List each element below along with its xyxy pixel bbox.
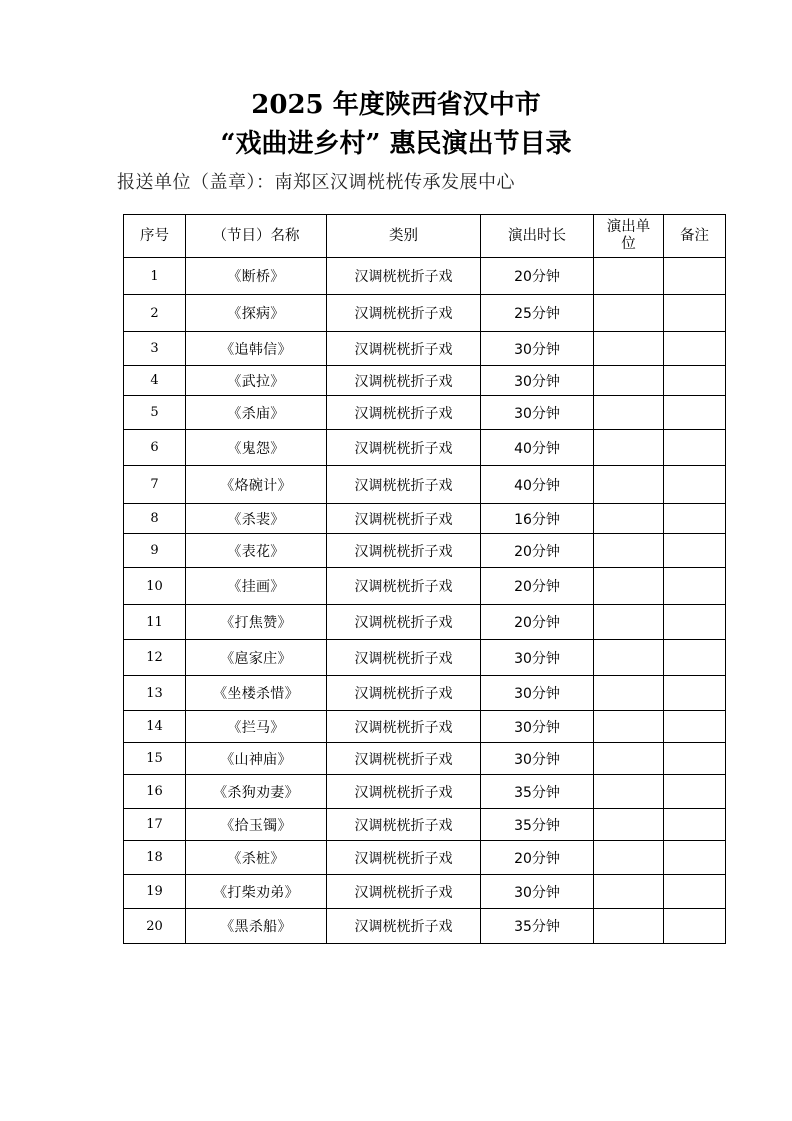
program-category: 汉调桄桄折子戏 — [327, 809, 481, 841]
program-duration: 35分钟 — [481, 909, 594, 944]
table-row — [124, 534, 726, 568]
program-duration: 30分钟 — [481, 743, 594, 775]
row-number: 2 — [124, 295, 186, 332]
program-name: 《杀狗劝妻》 — [186, 775, 327, 809]
program-name: 《山神庙》 — [186, 743, 327, 775]
document-title-line2: “戏曲进乡村” 惠民演出节目录 — [220, 129, 572, 159]
program-duration: 30分钟 — [481, 676, 594, 711]
program-name: 《杀庙》 — [186, 396, 327, 430]
program-category: 汉调桄桄折子戏 — [327, 258, 481, 295]
performing-unit — [594, 466, 664, 504]
row-number: 13 — [124, 676, 186, 711]
table-row — [124, 258, 726, 295]
row-number: 1 — [124, 258, 186, 295]
table-row — [124, 430, 726, 466]
remark — [664, 640, 726, 676]
performing-unit — [594, 430, 664, 466]
table-row — [124, 909, 726, 944]
remark — [664, 504, 726, 534]
row-number: 20 — [124, 909, 186, 944]
program-duration: 35分钟 — [481, 809, 594, 841]
program-duration: 20分钟 — [481, 568, 594, 605]
program-name: 《扈家庄》 — [186, 640, 327, 676]
table-row — [124, 295, 726, 332]
program-category: 汉调桄桄折子戏 — [327, 504, 481, 534]
row-number: 16 — [124, 775, 186, 809]
performing-unit — [594, 711, 664, 743]
table-row — [124, 332, 726, 366]
row-number: 19 — [124, 875, 186, 909]
program-duration: 40分钟 — [481, 430, 594, 466]
program-name: 《打柴劝弟》 — [186, 875, 327, 909]
program-duration: 30分钟 — [481, 711, 594, 743]
program-duration: 20分钟 — [481, 605, 594, 640]
column-header-category: 类别 — [327, 215, 481, 258]
table-row — [124, 504, 726, 534]
program-name: 《追韩信》 — [186, 332, 327, 366]
program-duration: 35分钟 — [481, 775, 594, 809]
document-title-line1: 2025 年度陕西省汉中市 — [251, 90, 541, 120]
program-category: 汉调桄桄折子戏 — [327, 640, 481, 676]
program-name: 《表花》 — [186, 534, 327, 568]
program-category: 汉调桄桄折子戏 — [327, 295, 481, 332]
program-name: 《打焦赞》 — [186, 605, 327, 640]
table-row — [124, 775, 726, 809]
performing-unit — [594, 504, 664, 534]
row-number: 11 — [124, 605, 186, 640]
remark — [664, 875, 726, 909]
program-name: 《黑杀船》 — [186, 909, 327, 944]
program-category: 汉调桄桄折子戏 — [327, 909, 481, 944]
performing-unit — [594, 775, 664, 809]
program-name: 《拦马》 — [186, 711, 327, 743]
table-row — [124, 605, 726, 640]
table-row — [124, 743, 726, 775]
performing-unit — [594, 743, 664, 775]
performing-unit — [594, 295, 664, 332]
program-name: 《武拉》 — [186, 366, 327, 396]
performing-unit — [594, 640, 664, 676]
program-name: 《烙碗计》 — [186, 466, 327, 504]
performing-unit — [594, 396, 664, 430]
program-category: 汉调桄桄折子戏 — [327, 676, 481, 711]
remark — [664, 430, 726, 466]
program-name: 《挂画》 — [186, 568, 327, 605]
program-duration: 20分钟 — [481, 841, 594, 875]
program-category: 汉调桄桄折子戏 — [327, 396, 481, 430]
remark — [664, 605, 726, 640]
performing-unit — [594, 809, 664, 841]
remark — [664, 568, 726, 605]
row-number: 14 — [124, 711, 186, 743]
performing-unit — [594, 534, 664, 568]
table-row — [124, 875, 726, 909]
program-category: 汉调桄桄折子戏 — [327, 743, 481, 775]
program-name: 《杀裴》 — [186, 504, 327, 534]
row-number: 15 — [124, 743, 186, 775]
program-category: 汉调桄桄折子戏 — [327, 875, 481, 909]
column-header-unit: 演出单位 — [594, 215, 664, 258]
table-row — [124, 711, 726, 743]
remark — [664, 775, 726, 809]
program-duration: 20分钟 — [481, 258, 594, 295]
program-category: 汉调桄桄折子戏 — [327, 775, 481, 809]
program-name: 《鬼怨》 — [186, 430, 327, 466]
remark — [664, 332, 726, 366]
remark — [664, 396, 726, 430]
table-row — [124, 676, 726, 711]
performing-unit — [594, 676, 664, 711]
remark — [664, 676, 726, 711]
row-number: 17 — [124, 809, 186, 841]
table-row — [124, 366, 726, 396]
performing-unit — [594, 841, 664, 875]
remark — [664, 466, 726, 504]
performing-unit — [594, 875, 664, 909]
row-number: 9 — [124, 534, 186, 568]
performing-unit — [594, 332, 664, 366]
program-name: 《断桥》 — [186, 258, 327, 295]
column-header-duration: 演出时长 — [481, 215, 594, 258]
program-category: 汉调桄桄折子戏 — [327, 332, 481, 366]
program-name: 《探病》 — [186, 295, 327, 332]
submitting-unit: 报送单位（盖章）：南郑区汉调桄桄传承发展中心 — [117, 172, 515, 193]
row-number: 6 — [124, 430, 186, 466]
table-row — [124, 568, 726, 605]
table-header-row — [124, 215, 726, 258]
program-category: 汉调桄桄折子戏 — [327, 605, 481, 640]
program-duration: 20分钟 — [481, 534, 594, 568]
table-row — [124, 841, 726, 875]
program-table — [123, 214, 726, 944]
remark — [664, 809, 726, 841]
program-category: 汉调桄桄折子戏 — [327, 366, 481, 396]
row-number: 7 — [124, 466, 186, 504]
row-number: 18 — [124, 841, 186, 875]
program-category: 汉调桄桄折子戏 — [327, 568, 481, 605]
remark — [664, 841, 726, 875]
program-duration: 30分钟 — [481, 396, 594, 430]
row-number: 8 — [124, 504, 186, 534]
program-duration: 40分钟 — [481, 466, 594, 504]
program-duration: 30分钟 — [481, 366, 594, 396]
remark — [664, 295, 726, 332]
column-header-no: 序号 — [124, 215, 186, 258]
program-duration: 30分钟 — [481, 640, 594, 676]
program-category: 汉调桄桄折子戏 — [327, 430, 481, 466]
row-number: 4 — [124, 366, 186, 396]
remark — [664, 534, 726, 568]
program-name: 《杀桩》 — [186, 841, 327, 875]
program-category: 汉调桄桄折子戏 — [327, 841, 481, 875]
remark — [664, 743, 726, 775]
program-duration: 16分钟 — [481, 504, 594, 534]
column-header-remark: 备注 — [664, 215, 726, 258]
row-number: 10 — [124, 568, 186, 605]
remark — [664, 258, 726, 295]
performing-unit — [594, 605, 664, 640]
performing-unit — [594, 568, 664, 605]
program-category: 汉调桄桄折子戏 — [327, 534, 481, 568]
table-row — [124, 396, 726, 430]
table-row — [124, 640, 726, 676]
row-number: 3 — [124, 332, 186, 366]
row-number: 12 — [124, 640, 186, 676]
table-row — [124, 466, 726, 504]
program-name: 《拾玉镯》 — [186, 809, 327, 841]
program-duration: 25分钟 — [481, 295, 594, 332]
remark — [664, 366, 726, 396]
column-header-name: （节目）名称 — [186, 215, 327, 258]
program-name: 《坐楼杀惜》 — [186, 676, 327, 711]
row-number: 5 — [124, 396, 186, 430]
table-row — [124, 809, 726, 841]
program-duration: 30分钟 — [481, 875, 594, 909]
performing-unit — [594, 366, 664, 396]
performing-unit — [594, 258, 664, 295]
remark — [664, 711, 726, 743]
program-duration: 30分钟 — [481, 332, 594, 366]
program-category: 汉调桄桄折子戏 — [327, 711, 481, 743]
program-category: 汉调桄桄折子戏 — [327, 466, 481, 504]
remark — [664, 909, 726, 944]
performing-unit — [594, 909, 664, 944]
